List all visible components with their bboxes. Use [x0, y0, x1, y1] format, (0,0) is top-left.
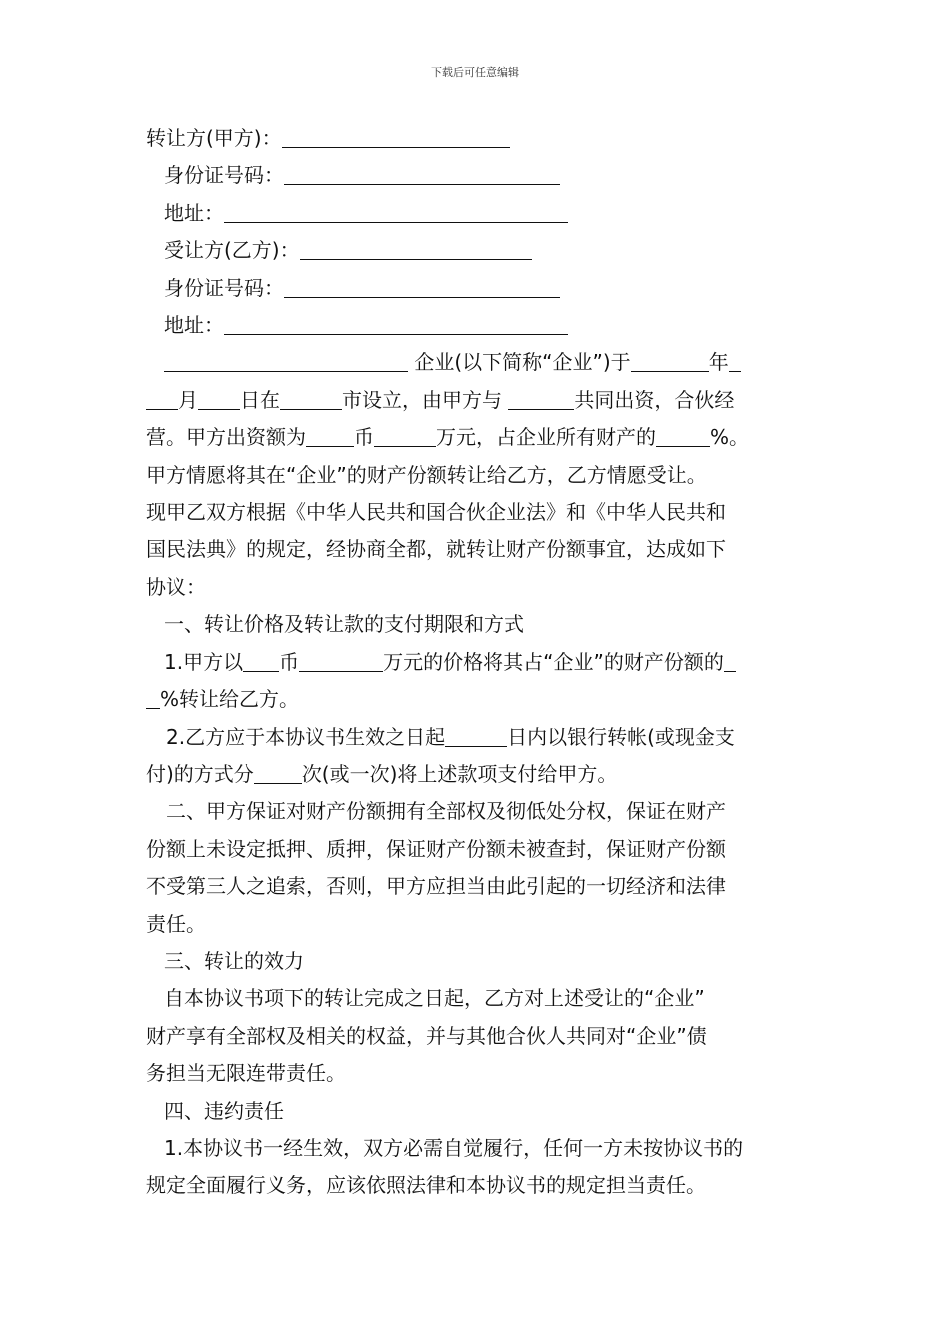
intro-line-5: 现甲乙双方根据《中华人民共和国合伙企业法》和《中华人民共和 — [146, 500, 726, 525]
section-4-heading: 四、违约责任 — [164, 1098, 284, 1123]
item-text: 付)的方式分 — [146, 761, 254, 786]
intro-text: 企业(以下简称“企业”)于 — [414, 350, 631, 375]
transferor-id-blank — [284, 164, 560, 185]
transferor-address-label: 地址： — [164, 200, 224, 225]
page-header-note: 下载后可任意编辑 — [431, 66, 519, 79]
section-3-line-1: 自本协议书项下的转让完成之日起，乙方对上述受让的“企业” — [164, 986, 705, 1011]
intro-text: 万元，占企业所有财产的 — [436, 425, 656, 450]
city-blank — [280, 389, 342, 410]
transferor-blank — [282, 127, 510, 148]
section-1-item-1 — [146, 644, 826, 681]
partner-blank — [508, 389, 574, 410]
section-3-line-3: 务担当无限连带责任。 — [146, 1061, 346, 1086]
item1-currency-blank — [243, 651, 279, 672]
intro-text: 日在 — [240, 387, 280, 412]
transferee-line — [146, 232, 826, 269]
transferee-address-label: 地址： — [164, 313, 224, 338]
transferee-address-blank — [224, 314, 568, 335]
section-2-line-4: 责任。 — [146, 911, 206, 936]
day-blank — [198, 389, 240, 410]
intro-text: 币 — [354, 425, 374, 450]
percent-blank — [656, 426, 710, 447]
currency-blank — [306, 426, 354, 447]
item-text: %转让给乙方。 — [160, 687, 300, 712]
section-3-heading: 三、转让的效力 — [164, 948, 304, 973]
transferee-id-line — [146, 270, 826, 307]
document-body — [146, 120, 826, 1205]
transferor-label: 转让方(甲方)： — [146, 126, 282, 150]
item-text: 币 — [279, 649, 300, 674]
section-4-line-2: 规定全面履行义务，应该依照法律和本协议书的规定担当责任。 — [146, 1173, 706, 1198]
transferor-address-blank — [224, 202, 568, 223]
amount-blank — [374, 426, 436, 447]
item2-days-blank — [445, 726, 507, 747]
transferee-id-blank — [284, 277, 560, 298]
intro-text: 月 — [178, 387, 198, 412]
intro-line-4: 甲方情愿将其在“企业”的财产份额转让给乙方，乙方情愿受让。 — [146, 462, 707, 487]
section-1-heading: 一、转让价格及转让款的支付期限和方式 — [164, 612, 524, 637]
item-text: 1.甲方以 — [164, 649, 244, 674]
transferee-blank — [300, 239, 532, 260]
section-1-item-1-cont — [146, 681, 826, 718]
item-text: 2.乙方应于本协议书生效之日起 — [166, 724, 446, 749]
item-text: 万元的价格将其占“企业”的财产份额的 — [383, 649, 724, 674]
transferor-address-line — [146, 195, 826, 232]
item1-amount-blank — [299, 651, 383, 672]
month-blank-end — [146, 389, 178, 410]
month-blank-start — [729, 351, 741, 372]
transferee-address-line — [146, 307, 826, 344]
year-blank — [631, 351, 709, 372]
section-1-item-2-cont — [146, 756, 826, 793]
item2-times-blank — [254, 763, 302, 784]
intro-line-6: 国民法典》的规定，经协商全都，就转让财产份额事宜，达成如下 — [146, 537, 726, 562]
section-2-line-2: 份额上未设定抵押、质押，保证财产份额未被查封，保证财产份额 — [146, 836, 726, 861]
section-1-item-2 — [146, 719, 826, 756]
intro-text: 市设立，由甲方与 — [342, 387, 502, 412]
intro-text: 营。甲方出资额为 — [146, 425, 306, 450]
section-4-line-1: 1.本协议书一经生效，双方必需自觉履行，任何一方未按协议书的 — [164, 1135, 744, 1160]
item-text: 日内以银行转帐(或现金支 — [507, 724, 735, 749]
enterprise-name-blank — [164, 351, 408, 372]
intro-line-3 — [146, 419, 826, 456]
intro-line-1 — [146, 344, 826, 381]
item1-percent-blank-end — [146, 688, 160, 709]
section-2-line-1: 二、甲方保证对财产份额拥有全部权及彻低处分权，保证在财产 — [166, 799, 726, 824]
section-3-line-2: 财产享有全部权及相关的权益，并与其他合伙人共同对“企业”债 — [146, 1023, 707, 1048]
section-2-line-3: 不受第三人之追索，否则，甲方应担当由此引起的一切经济和法律 — [146, 874, 726, 899]
intro-text: %。 — [710, 425, 750, 450]
transferee-label: 受让方(乙方)： — [164, 238, 300, 263]
transferor-id-line — [146, 157, 826, 194]
transferor-id-label: 身份证号码： — [164, 163, 284, 188]
intro-text: 年 — [708, 350, 729, 375]
intro-line-7: 协议： — [146, 574, 206, 599]
transferor-line — [146, 120, 826, 157]
item1-percent-blank-start — [724, 651, 736, 672]
intro-text: 共同出资，合伙经 — [574, 387, 735, 412]
transferee-id-label: 身份证号码： — [164, 275, 284, 300]
item-text: 次(或一次)将上述款项支付给甲方。 — [301, 761, 618, 786]
intro-line-2 — [146, 382, 826, 419]
